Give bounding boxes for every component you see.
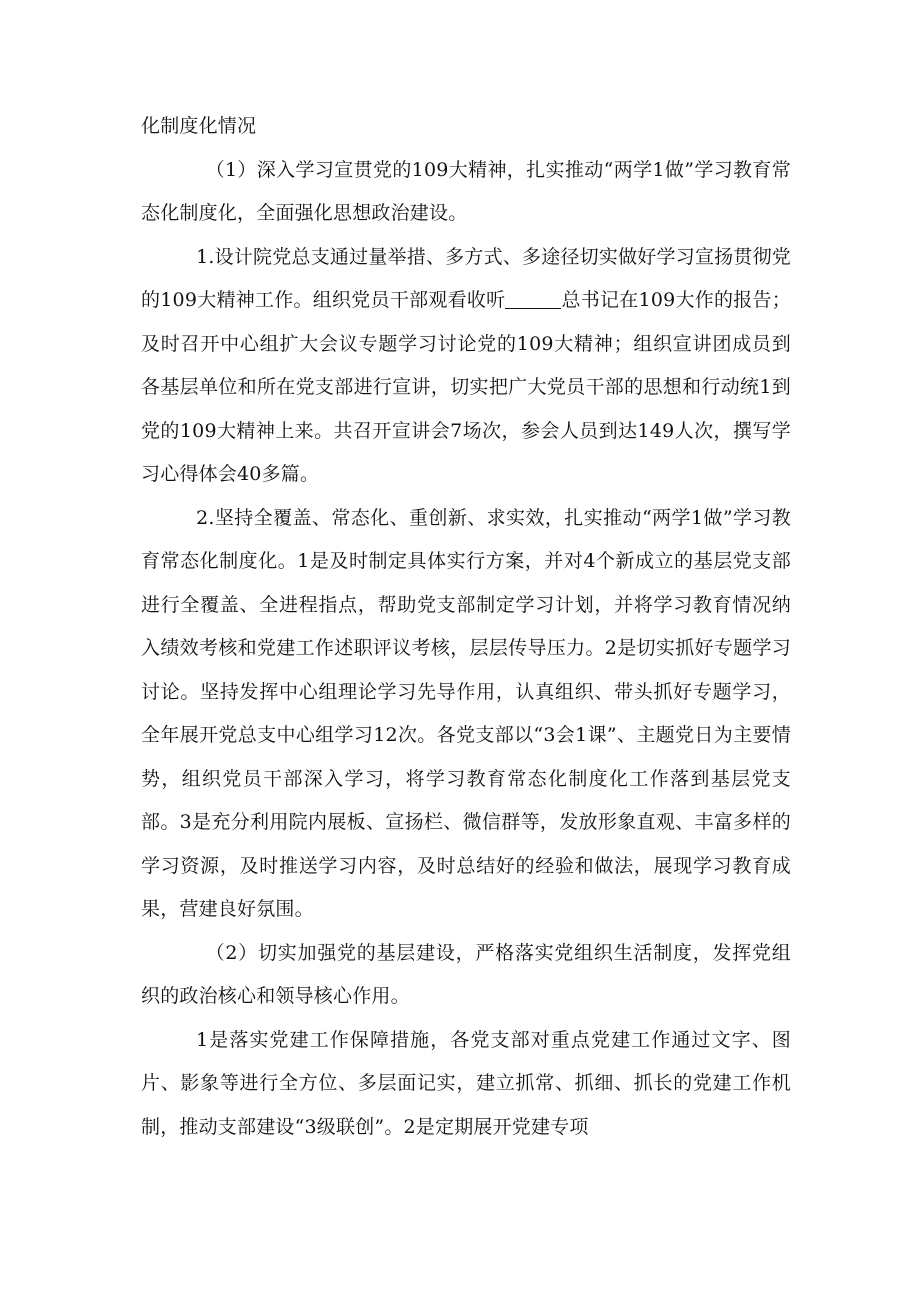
- fill-in-blank-line: [505, 289, 561, 309]
- document-body: [141, 105, 791, 1149]
- paragraph-1-part-a: 1.设计院党总支通过量举措、多方式、多途径切实做好学习宣扬贯彻党的109大精神工作。组织党员干部观看收听: [141, 245, 791, 311]
- continued-heading: 化制度化情况: [141, 115, 257, 137]
- paragraph-1-part-b: 总书记在109大作的报告；及时召开中心组扩大会议专题学习讨论党的109大精神；组织宣讲团成员到各基层单位和所在党支部进行宣讲，切实把广大党员干部的思想和行动统1到党的109大精神上来。共召开宣讲会7场次，参会人员到达149人次，撰写学习心得体会40多篇。: [141, 289, 791, 485]
- section-heading-1: （1）深入学习宣贯党的109大精神，扎实推动“两学1做”学习教育常态化制度化，全面强化思想政治建设。: [141, 158, 791, 224]
- paragraph-2: 2.坚持全覆盖、常态化、重创新、求实效，扎实推动“两学1做”学习教育常态化制度化。1是及时制定具体实行方案，并对4个新成立的基层党支部进行全覆盖、全进程指点，帮助党支部制定学习计划，并将学习教育情况纳入绩效考核和党建工作述职评议考核，层层传导压力。2是切实抓好专题学习讨论。坚持发挥中心组理论学习先导作用，认真组织、带头抓好专题学习，全年展开党总支中心组学习12次。各党支部以“3会1课”、主题党日为主要情势，组织党员干部深入学习，将学习教育常态化制度化工作落到基层党支部。3是充分利用院内展板、宣扬栏、微信群等，发放形象直观、丰富多样的学习资源，及时推送学习内容，及时总结好的经验和做法，展现学习教育成果，营建良好氛围。: [141, 506, 791, 920]
- paragraph-1: [141, 236, 791, 497]
- paragraph-3: 1是落实党建工作保障措施，各党支部对重点党建工作通过文字、图片、影象等进行全方位、多层面记实，建立抓常、抓细、抓长的党建工作机制，推动支部建设“3级联创”。2是定期展开党建专项: [141, 1028, 791, 1138]
- section-heading-2: （2）切实加强党的基层建设，严格落实党组织生活制度，发挥党组织的政治核心和领导核心作用。: [141, 941, 791, 1007]
